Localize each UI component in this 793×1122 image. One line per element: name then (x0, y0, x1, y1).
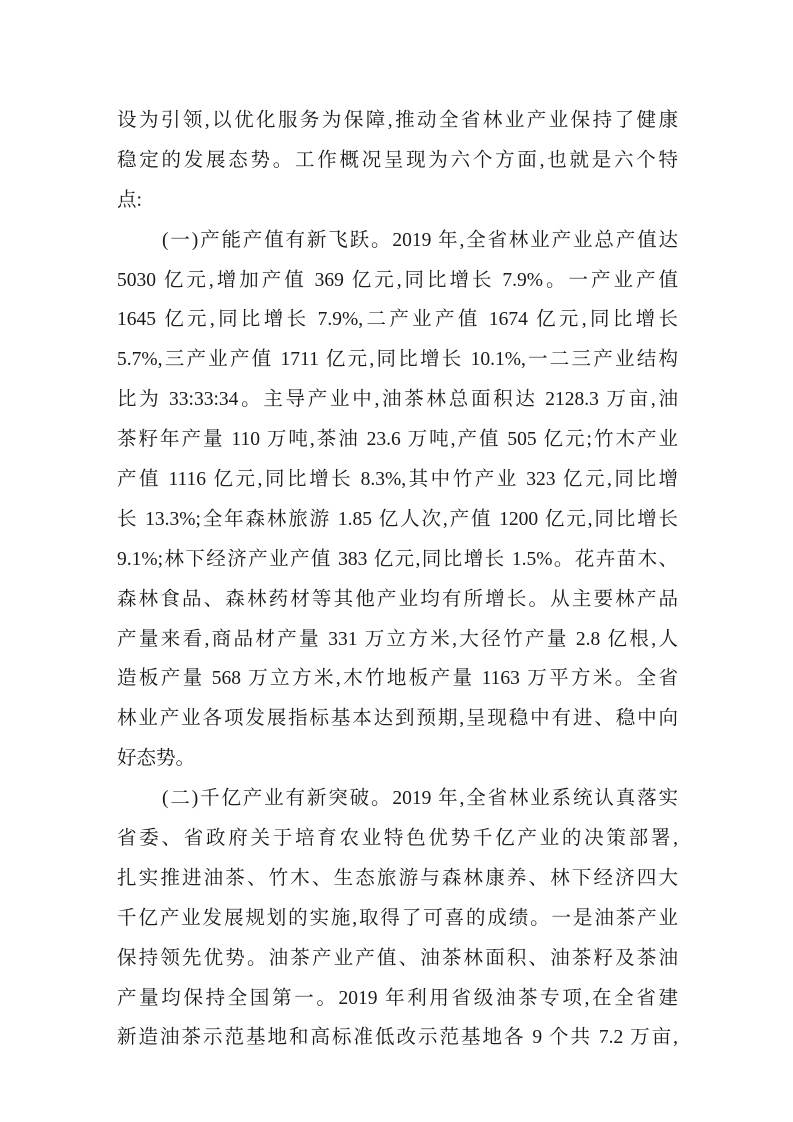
text-line: 产值 1116 亿元,同比增长 8.3%,其中竹产业 323 亿元,同比增 (117, 469, 678, 491)
text-line: 新造油茶示范基地和高标准低改示范基地各 9 个共 7.2 万亩, (117, 1027, 678, 1049)
text-line: 保持领先优势。油茶产业产值、油茶林面积、油茶籽及茶油 (117, 947, 678, 969)
text-line: 省委、省政府关于培育农业特色优势千亿产业的决策部署, (117, 828, 678, 850)
text-line: 造板产量 568 万立方米,木竹地板产量 1163 万平方米。全省 (117, 668, 678, 690)
text-line: 设为引领,以优化服务为保障,推动全省林业产业保持了健康 (117, 110, 678, 131)
text-line: 1645 亿元,同比增长 7.9%,二产业产值 1674 亿元,同比增长 (117, 309, 678, 331)
document-page (117, 101, 678, 1058)
text-line: 好态势。 (117, 748, 196, 770)
text-line: 产量均保持全国第一。2019 年利用省级油茶专项,在全省建 (117, 987, 678, 1009)
text-line: 茶籽年产量 110 万吨,茶油 23.6 万吨,产值 505 亿元;竹木产业 (117, 429, 678, 451)
text-line: 产量来看,商品材产量 331 万立方米,大径竹产量 2.8 亿根,人 (117, 628, 678, 650)
text-line: 点: (117, 189, 142, 211)
text-line: 千亿产业发展规划的实施,取得了可喜的成绩。一是油茶产业 (117, 907, 678, 929)
text-line: 5030 亿元,增加产值 369 亿元,同比增长 7.9%。一产业产值 (117, 269, 678, 291)
paragraph-heading-line: (一)产能产值有新飞跃。2019 年,全省林业产业总产值达 (162, 229, 678, 251)
text-line: 扎实推进油茶、竹木、生态旅游与森林康养、林下经济四大 (117, 867, 678, 889)
paragraph-heading-line: (二)千亿产业有新突破。2019 年,全省林业系统认真落实 (162, 788, 678, 810)
text-line: 比为 33:33:34。主导产业中,油茶林总面积达 2128.3 万亩,油 (117, 389, 678, 411)
text-line: 5.7%,三产业产值 1711 亿元,同比增长 10.1%,一二三产业结构 (117, 349, 678, 371)
text-line: 长 13.3%;全年森林旅游 1.85 亿人次,产值 1200 亿元,同比增长 (117, 508, 678, 530)
text-line: 稳定的发展态势。工作概况呈现为六个方面,也就是六个特 (117, 149, 678, 171)
text-line: 林业产业各项发展指标基本达到预期,呈现稳中有进、稳中向 (117, 708, 678, 730)
text-line: 9.1%;林下经济产业产值 383 亿元,同比增长 1.5%。花卉苗木、 (117, 548, 678, 570)
text-line: 森林食品、森林药材等其他产业均有所增长。从主要林产品 (117, 588, 678, 610)
